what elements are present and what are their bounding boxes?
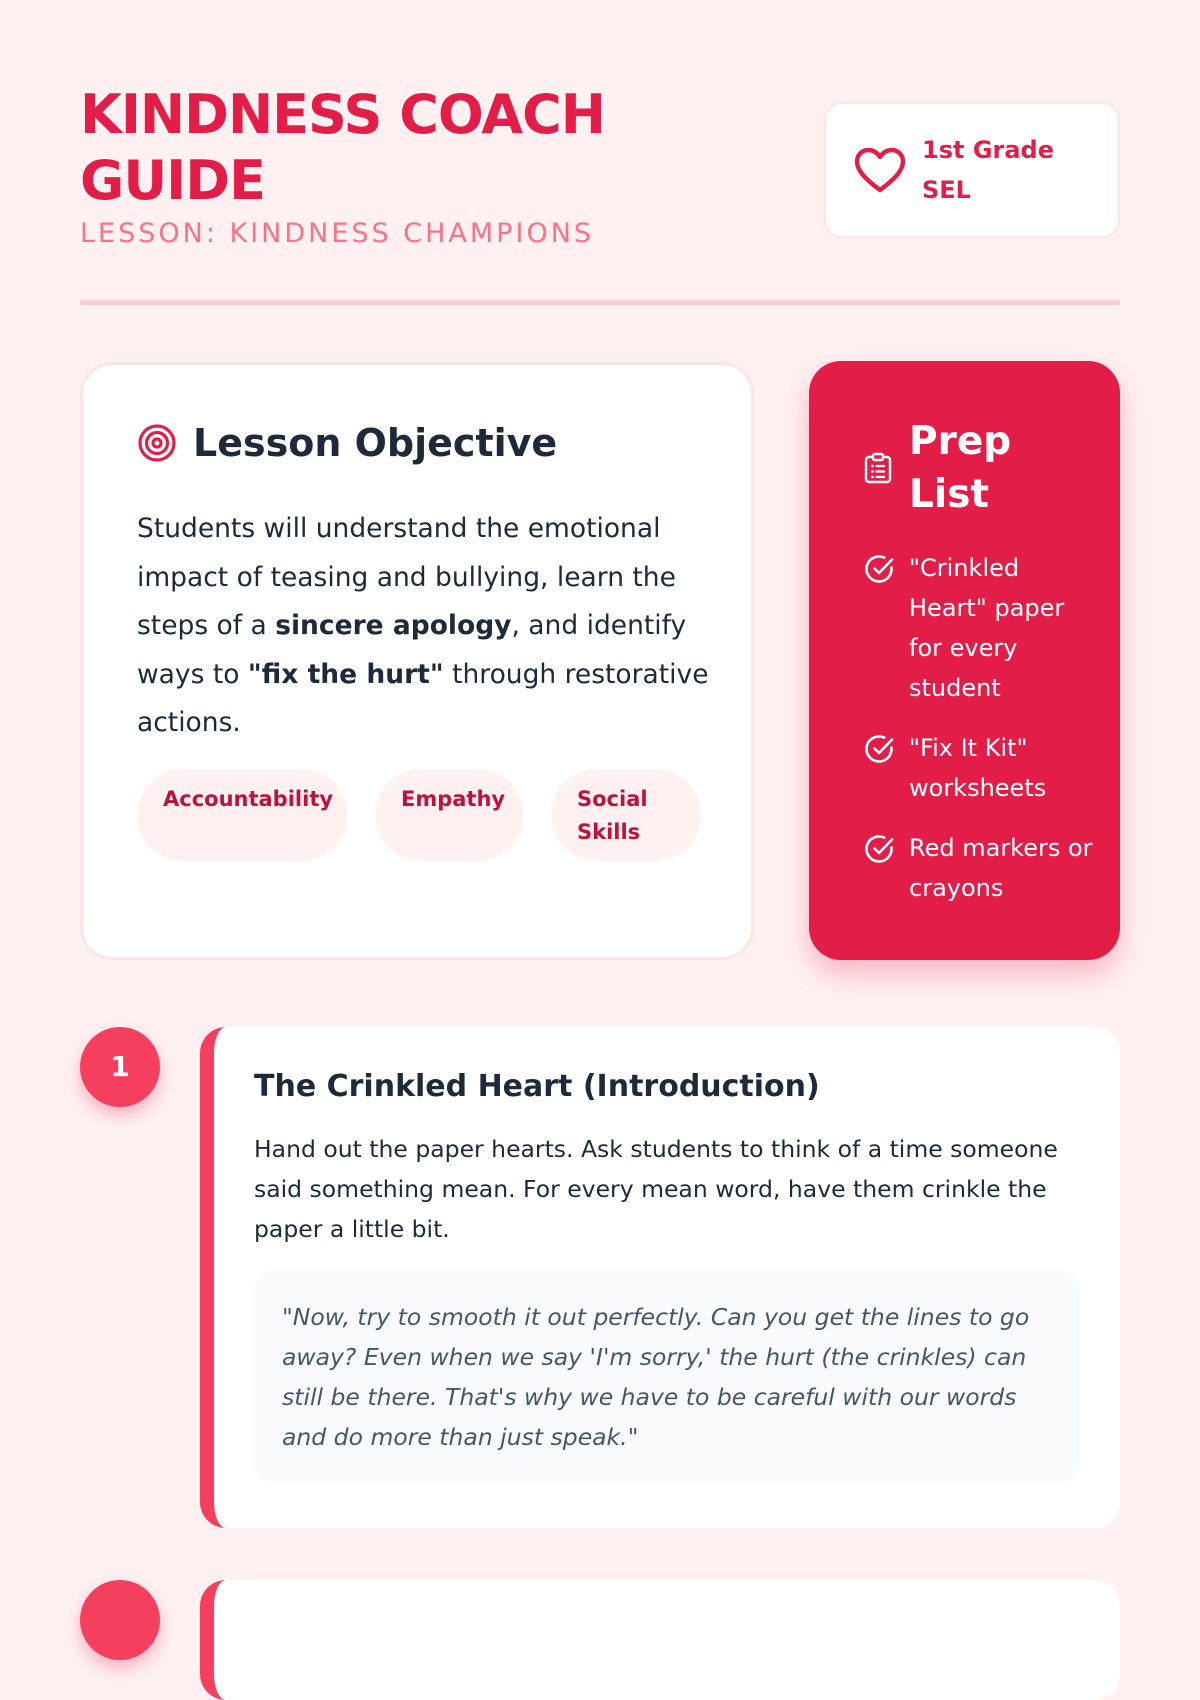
skill-tags	[137, 769, 701, 861]
prep-item-label: "Fix It Kit" worksheets	[909, 734, 1047, 802]
step-title: The Crinkled Heart (Introduction)	[254, 1069, 820, 1104]
page-title: KINDNESS COACH GUIDE	[80, 83, 605, 212]
objective-text-part: , and identify ways to	[137, 610, 687, 690]
tag-accountability: Accountability	[137, 769, 347, 861]
step-text: Hand out the paper hearts. Ask students to think of a time someone said something mean. For every mean word, have them crinkle the paper a little bit.	[254, 1135, 1058, 1243]
prep-list-title: Prep List	[909, 419, 1012, 517]
page	[80, 0, 1120, 1600]
prep-list-card	[809, 361, 1120, 960]
check-circle-icon	[863, 832, 897, 866]
objective-card	[80, 362, 754, 960]
check-circle-icon	[863, 552, 897, 586]
grade-badge	[824, 102, 1120, 238]
subject-label: SEL	[922, 176, 971, 204]
step-number-badge: 1	[80, 1027, 160, 1107]
step-card	[200, 1580, 1120, 1700]
target-icon	[137, 423, 177, 463]
heart-icon	[854, 147, 906, 195]
prep-item-label: Red markers or crayons	[909, 834, 1093, 902]
grade-badge-text	[922, 130, 1102, 210]
objective-text-emphasis: "fix the hurt"	[247, 658, 444, 690]
tag-empathy: Empathy	[375, 769, 523, 861]
objective-text	[137, 505, 717, 748]
objective-text-part: through restorative actions.	[137, 658, 709, 738]
teacher-script-quote: "Now, try to smooth it out perfectly. Can you get the lines to go away? Even when we say 'I'm sorry,' the hurt (the crinkles) can still be there. That's why we have to be careful with our words and do more than just speak."	[254, 1271, 1080, 1483]
objective-text-part: Students will understand the emotional impact of teasing and bullying, learn the steps of a	[137, 513, 676, 641]
check-circle-icon	[863, 732, 897, 766]
tag-social-skills: Social Skills	[551, 769, 701, 861]
prep-item-label: "Crinkled Heart" paper for every student	[909, 554, 1065, 702]
clipboard-icon	[864, 452, 892, 484]
objective-header	[137, 421, 557, 465]
grade-label: 1st Grade	[922, 136, 1054, 164]
objective-text-emphasis: sincere apology	[275, 610, 512, 641]
lesson-subtitle: LESSON: KINDNESS CHAMPIONS	[80, 218, 595, 249]
step-number-badge	[80, 1580, 160, 1660]
header-divider	[80, 300, 1120, 305]
objective-title: Lesson Objective	[193, 421, 558, 465]
step-card	[200, 1027, 1120, 1528]
